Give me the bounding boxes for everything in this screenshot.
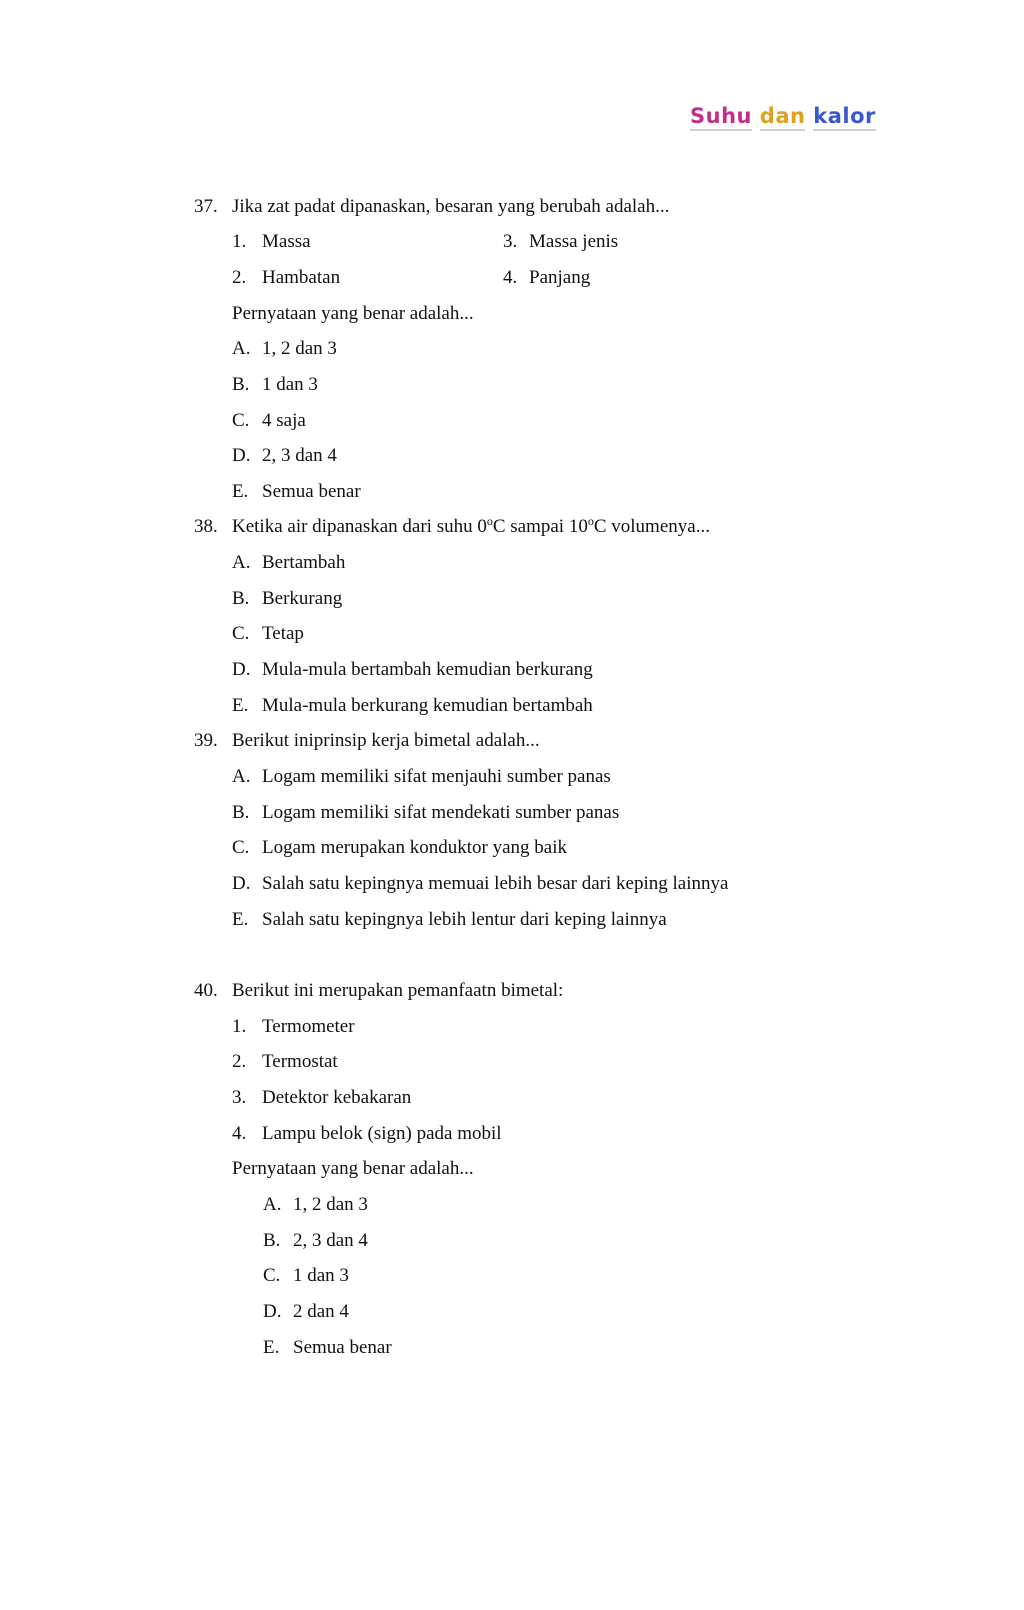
- answer-option-letter: C.: [232, 837, 250, 858]
- answer-option-text: Semua benar: [262, 481, 361, 502]
- answer-option-letter: B.: [232, 802, 250, 823]
- answer-option-letter: A.: [232, 766, 251, 787]
- answer-option-letter: B.: [263, 1230, 281, 1251]
- question-39-number: 39.: [194, 730, 218, 751]
- answer-option-letter: D.: [232, 445, 251, 466]
- answer-option-letter: C.: [232, 410, 250, 431]
- answer-option-text: Tetap: [262, 623, 304, 644]
- answer-option-text: 1 dan 3: [293, 1265, 349, 1286]
- list-item-marker: 2.: [232, 1051, 247, 1072]
- header-word-dan: dan: [759, 104, 806, 128]
- list-item-text: Termostat: [262, 1051, 338, 1072]
- answer-option-text: 1, 2 dan 3: [293, 1194, 368, 1215]
- list-item-marker: 1.: [232, 231, 247, 252]
- question-40-prompt: Pernyataan yang benar adalah...: [232, 1158, 474, 1179]
- list-item-text: Massa jenis: [529, 231, 619, 252]
- list-item-marker: 3.: [232, 1087, 247, 1108]
- list-item-text: Lampu belok (sign) pada mobil: [262, 1123, 502, 1144]
- answer-option-text: 4 saja: [262, 410, 306, 431]
- answer-option-letter: A.: [263, 1194, 282, 1215]
- answer-option-text: Mula-mula berkurang kemudian bertambah: [262, 695, 593, 716]
- list-item-text: Massa: [262, 231, 311, 252]
- answer-option-text: Salah satu kepingnya memuai lebih besar dari keping lainnya: [262, 873, 729, 894]
- list-item-marker: 3.: [503, 231, 518, 252]
- answer-option-letter: C.: [232, 623, 250, 644]
- list-item-marker: 4.: [232, 1123, 247, 1144]
- list-item-marker: 1.: [232, 1016, 247, 1037]
- question-37-number: 37.: [194, 196, 218, 217]
- list-item-text: Termometer: [262, 1016, 355, 1037]
- answer-option-letter: A.: [232, 552, 251, 573]
- answer-option-letter: C.: [263, 1265, 281, 1286]
- answer-option-text: Bertambah: [262, 552, 346, 573]
- answer-option-letter: E.: [232, 695, 249, 716]
- answer-option-letter: E.: [232, 909, 249, 930]
- list-item-text: Hambatan: [262, 267, 341, 288]
- question-40-number: 40.: [194, 980, 218, 1001]
- question-38-text-part: Ketika air dipanaskan dari suhu 0: [232, 516, 487, 537]
- header-title: [690, 104, 876, 128]
- answer-option-letter: D.: [232, 873, 251, 894]
- question-38-text: [232, 515, 710, 539]
- answer-option-letter: A.: [232, 338, 251, 359]
- question-39-text: Berikut iniprinsip kerja bimetal adalah...: [232, 730, 540, 751]
- list-item-marker: 2.: [232, 267, 247, 288]
- answer-option-letter: B.: [232, 588, 250, 609]
- answer-option-text: Logam memiliki sifat mendekati sumber panas: [262, 802, 620, 823]
- degree-superscript: o: [486, 514, 493, 528]
- answer-option-text: 2 dan 4: [293, 1301, 349, 1322]
- answer-option-text: Semua benar: [293, 1337, 392, 1358]
- list-item-text: Detektor kebakaran: [262, 1087, 412, 1108]
- list-item-text: Panjang: [529, 267, 591, 288]
- header-word-suhu: Suhu: [690, 104, 752, 128]
- answer-option-text: 1 dan 3: [262, 374, 318, 395]
- answer-option-letter: D.: [232, 659, 251, 680]
- answer-option-letter: B.: [232, 374, 250, 395]
- degree-superscript: o: [587, 514, 594, 528]
- header-word-kalor: kalor: [813, 104, 876, 128]
- question-37-text: Jika zat padat dipanaskan, besaran yang berubah adalah...: [232, 196, 670, 217]
- question-38-text-part: C sampai 10: [492, 516, 588, 537]
- list-item-marker: 4.: [503, 267, 518, 288]
- question-38-text-part: C volumenya...: [593, 516, 710, 537]
- answer-option-letter: E.: [232, 481, 249, 502]
- question-40-text: Berikut ini merupakan pemanfaatn bimetal:: [232, 980, 564, 1001]
- answer-option-text: Berkurang: [262, 588, 343, 609]
- answer-option-text: 1, 2 dan 3: [262, 338, 337, 359]
- answer-option-text: Logam memiliki sifat menjauhi sumber panas: [262, 766, 611, 787]
- answer-option-text: 2, 3 dan 4: [293, 1230, 368, 1251]
- answer-option-letter: D.: [263, 1301, 282, 1322]
- question-38-number: 38.: [194, 516, 218, 537]
- answer-option-text: Salah satu kepingnya lebih lentur dari keping lainnya: [262, 909, 667, 930]
- answer-option-letter: E.: [263, 1337, 280, 1358]
- answer-option-text: Logam merupakan konduktor yang baik: [262, 837, 567, 858]
- answer-option-text: 2, 3 dan 4: [262, 445, 337, 466]
- question-37-prompt: Pernyataan yang benar adalah...: [232, 303, 474, 324]
- answer-option-text: Mula-mula bertambah kemudian berkurang: [262, 659, 593, 680]
